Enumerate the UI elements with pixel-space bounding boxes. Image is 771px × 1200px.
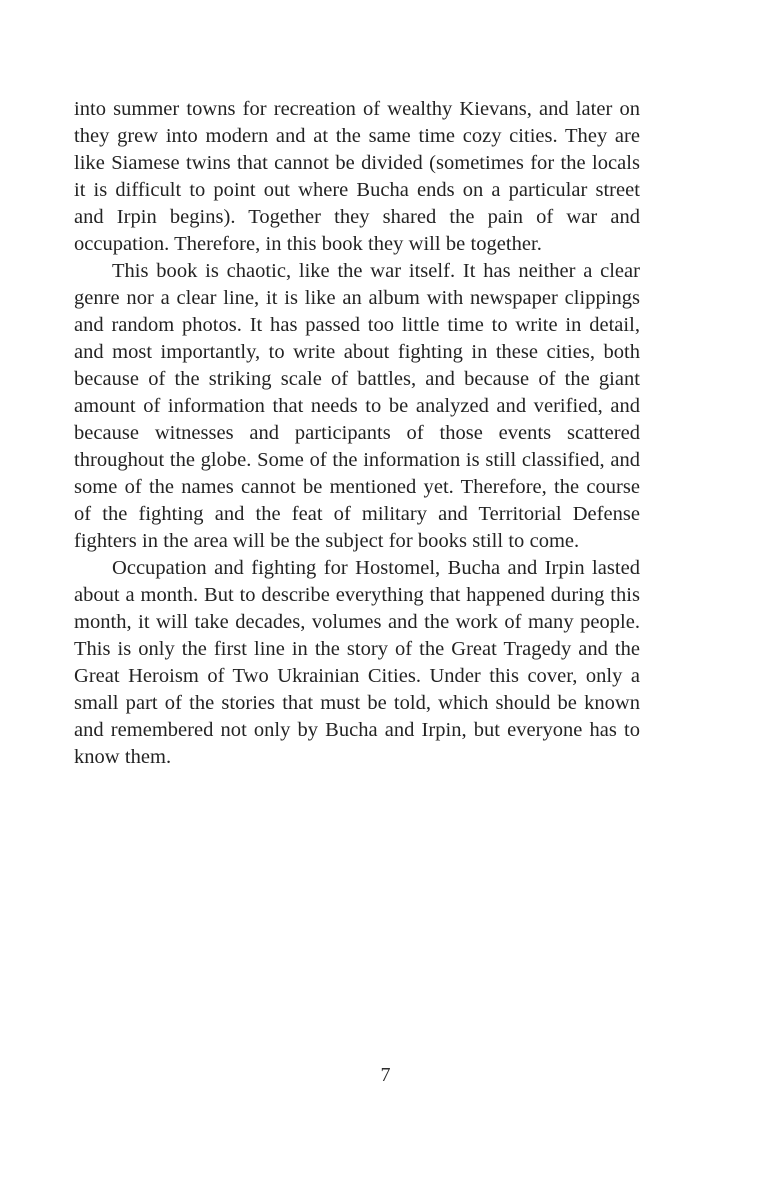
body-paragraph-2: This book is chaotic, like the war itself. It has neither a clear genre nor a clear line, it is like an album with newspaper clippings and random photos. It has passed too little time to write in detail, and most importantly, to write about fighting in these cities, both because of the striking scale of battles, and because of the giant amount of information that needs to be analyzed and verified, and because witnesses and participants of those events scattered throughout the globe. Some of the information is still classified, and some of the names cannot be mentioned yet. Therefore, the course of the fighting and the feat of military and Territorial Defense fighters in the area will be the subject for books still to come. bbox=[74, 260, 640, 552]
page-number: 7 bbox=[380, 1064, 391, 1086]
body-paragraph-3: Occupation and fighting for Hostomel, Bucha and Irpin lasted about a month. But to describe everything that happened during this month, it will take decades, volumes and the work of many people. This is only the first line in the story of the Great Tragedy and the Great Heroism of Two Ukrainian Cities. Under this cover, only a small part of the stories that must be told, which should be known and remembered not only by Bucha and Irpin, but everyone has to know them. bbox=[74, 557, 640, 768]
page-text-block bbox=[74, 96, 640, 771]
body-paragraph-1: into summer towns for recreation of wealthy Kievans, and later on they grew into modern and at the same time cozy cities. They are like Siamese twins that cannot be divided (sometimes for the locals it is difficult to point out where Bucha ends on a particular street and Irpin begins). Together they shared the pain of war and occupation. Therefore, in this book they will be together. bbox=[74, 98, 640, 255]
